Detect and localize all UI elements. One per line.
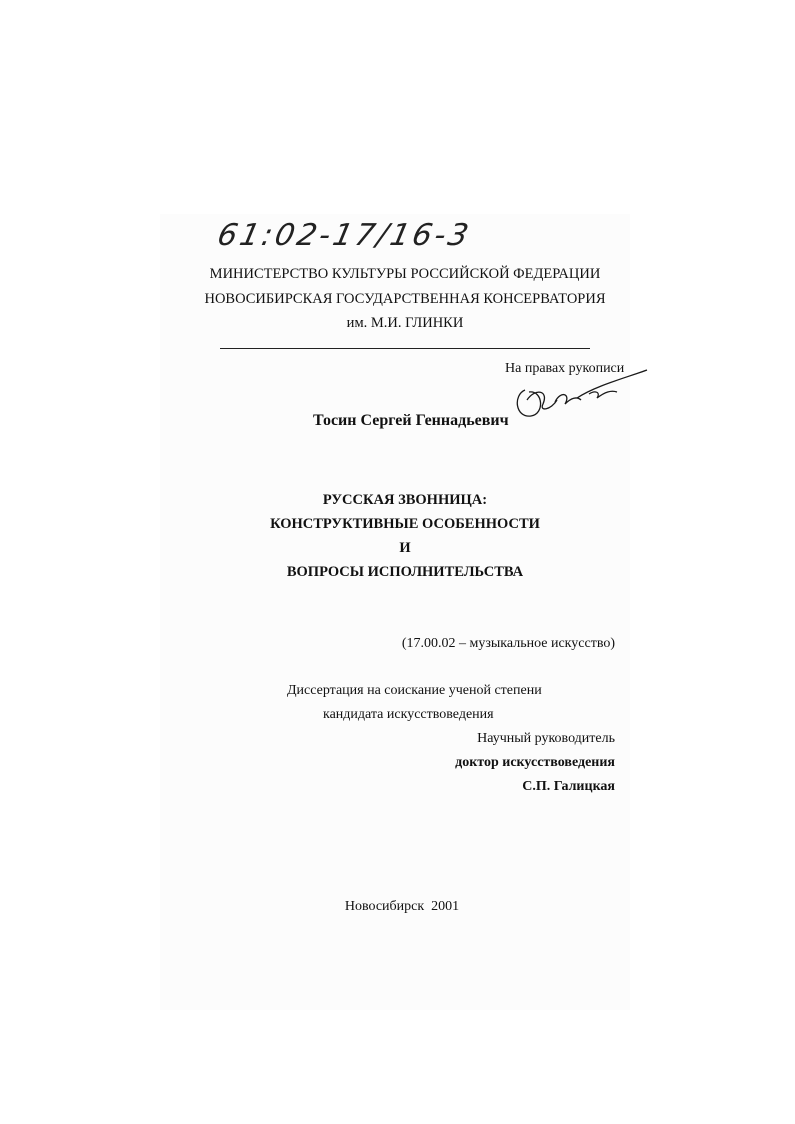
specialty-code: (17.00.02 – музыкальное искусство) — [401, 636, 615, 651]
supervisor-label: Научный руководитель — [477, 731, 615, 746]
supervisor-degree: доктор искусствоведения — [455, 755, 615, 770]
city-year: Новосибирск 2001 — [344, 899, 460, 914]
header-divider — [220, 348, 590, 349]
ministry-name: МИНИСТЕРСТВО КУЛЬТУРЫ РОССИЙСКОЙ ФЕДЕРАЦИИ — [209, 266, 601, 282]
manuscript-note: На правах рукописи — [505, 361, 625, 376]
scanned-page-area — [160, 214, 630, 1010]
supervisor-name: С.П. Галицкая — [522, 779, 615, 794]
title-line-3: И — [399, 540, 411, 556]
title-line-4: ВОПРОСЫ ИСПОЛНИТЕЛЬСТВА — [286, 564, 524, 580]
author-name: Тосин Сергей Геннадьевич — [313, 412, 509, 429]
title-line-2: КОНСТРУКТИВНЫЕ ОСОБЕННОСТИ — [270, 516, 540, 532]
dissertation-line-1: Диссертация на соискание ученой степени — [287, 683, 542, 698]
institution-name: НОВОСИБИРСКАЯ ГОСУДАРСТВЕННАЯ КОНСЕРВАТОРИЯ — [204, 291, 606, 307]
archive-code-handwritten: 61:02-17/16-3 — [214, 218, 475, 253]
institution-namesake: им. М.И. ГЛИНКИ — [346, 315, 464, 331]
signature-icon — [505, 360, 655, 430]
title-line-1: РУССКАЯ ЗВОННИЦА: — [322, 492, 488, 508]
dissertation-line-2: кандидата искусствоведения — [323, 707, 494, 722]
